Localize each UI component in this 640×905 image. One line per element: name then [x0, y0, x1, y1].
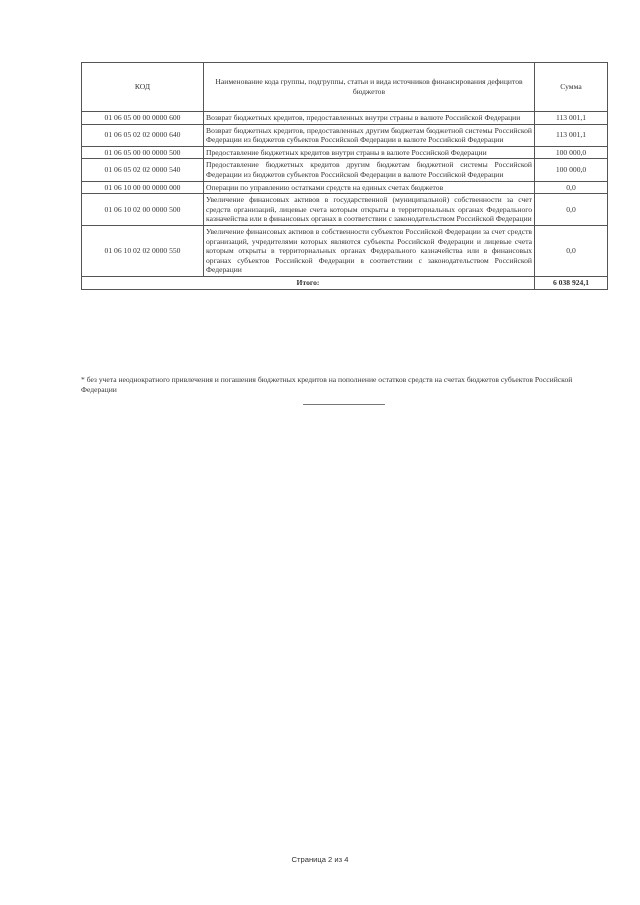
row-code: 01 06 05 02 02 0000 640 — [82, 124, 204, 146]
row-sum: 0,0 — [535, 194, 608, 226]
table-row — [82, 146, 608, 159]
table-row — [82, 181, 608, 194]
table-row — [82, 194, 608, 226]
total-row — [82, 276, 608, 289]
row-name: Предоставление бюджетных кредитов другим бюджетам бюджетной системы Российской Федерации из бюджетов субъектов Российской Федерации в валюте Российской Федерации — [204, 159, 535, 181]
row-name: Операции по управлению остатками средств на единых счетах бюджетов — [204, 181, 535, 194]
page-number: Страница 2 из 4 — [291, 855, 349, 864]
table-row — [82, 225, 608, 276]
row-code: 01 06 10 02 00 0000 500 — [82, 194, 204, 226]
row-name: Увеличение финансовых активов в государственной (муниципальной) собственности за счет средств организаций, лицевые счета которым открыты в территориальных органах Федерального казначейства или в финансовых органах в соответствии с законодательством Российской Федерации — [204, 194, 535, 226]
row-name: Увеличение финансовых активов в собственности субъектов Российской Федерации за счет средств организаций, учредителями которых являются субъекты Российской Федерации и лицевые счета которым открыты в территориальных органах Федерального казначейства или в финансовых органах субъектов Российской Федерации в соответствии с законодательством Российской Федерации — [204, 225, 535, 276]
row-code: 01 06 10 02 02 0000 550 — [82, 225, 204, 276]
row-sum: 100 000,0 — [535, 146, 608, 159]
row-name: Возврат бюджетных кредитов, предоставленных другим бюджетам бюджетной системы Российской Федерации из бюджетов субъектов Российской Федерации в валюте Российской Федерации — [204, 124, 535, 146]
row-name: Предоставление бюджетных кредитов внутри страны в валюте Российской Федерации — [204, 146, 535, 159]
row-code: 01 06 05 00 00 0000 500 — [82, 146, 204, 159]
header-sum: Сумма — [535, 63, 608, 112]
table-row — [82, 159, 608, 181]
header-name: Наименование кода группы, подгруппы, статьи и вида источников финансирования дефицитов бюджетов — [204, 63, 535, 112]
row-name: Возврат бюджетных кредитов, предоставленных внутри страны в валюте Российской Федерации — [204, 112, 535, 125]
table-header-row — [82, 63, 608, 112]
separator-line — [303, 404, 385, 405]
header-code: КОД — [82, 63, 204, 112]
financing-sources-table — [81, 62, 608, 290]
row-code: 01 06 10 00 00 0000 000 — [82, 181, 204, 194]
total-sum: 6 038 924,1 — [535, 276, 608, 289]
row-sum: 113 001,1 — [535, 112, 608, 125]
row-sum: 113 001,1 — [535, 124, 608, 146]
total-label: Итого: — [82, 276, 535, 289]
row-sum: 100 000,0 — [535, 159, 608, 181]
table-row — [82, 124, 608, 146]
footnote: * без учета неоднократного привлечения и погашения бюджетных кредитов на пополнение остатков средств на счетах бюджетов субъектов Российской Федерации — [81, 375, 573, 394]
row-code: 01 06 05 02 02 0000 540 — [82, 159, 204, 181]
row-sum: 0,0 — [535, 181, 608, 194]
row-code: 01 06 05 00 00 0000 600 — [82, 112, 204, 125]
row-sum: 0,0 — [535, 225, 608, 276]
table-row — [82, 112, 608, 125]
